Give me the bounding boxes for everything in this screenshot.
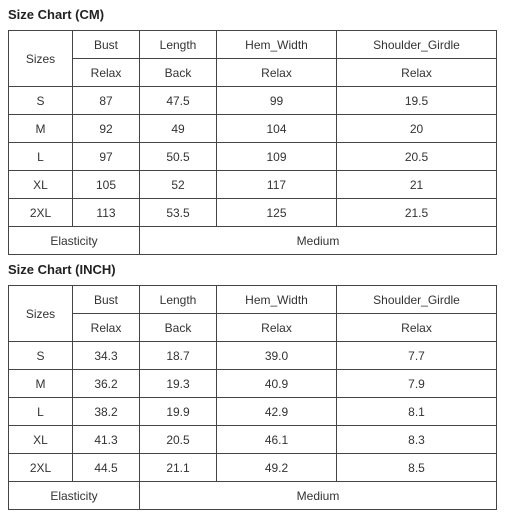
- bust-cell: 36.2: [73, 370, 140, 398]
- size-cell: S: [9, 87, 73, 115]
- table-subheader-row: [9, 314, 497, 342]
- elasticity-label: Elasticity: [9, 227, 140, 255]
- shoulder-girdle-cell: 20.5: [337, 143, 497, 171]
- column-header-length: Length: [140, 286, 217, 314]
- table-row: [9, 87, 497, 115]
- column-subheader-hem-width: Relax: [217, 59, 337, 87]
- hem-width-cell: 99: [217, 87, 337, 115]
- column-header-bust: Bust: [73, 286, 140, 314]
- column-subheader-length: Back: [140, 59, 217, 87]
- hem-width-cell: 49.2: [217, 454, 337, 482]
- size-chart-inch: [8, 261, 496, 510]
- hem-width-cell: 42.9: [217, 398, 337, 426]
- length-cell: 47.5: [140, 87, 217, 115]
- size-cell: M: [9, 370, 73, 398]
- hem-width-cell: 117: [217, 171, 337, 199]
- shoulder-girdle-cell: 8.3: [337, 426, 497, 454]
- length-cell: 49: [140, 115, 217, 143]
- size-table-inch: [8, 285, 497, 510]
- bust-cell: 44.5: [73, 454, 140, 482]
- size-cell: M: [9, 115, 73, 143]
- column-subheader-bust: Relax: [73, 59, 140, 87]
- hem-width-cell: 109: [217, 143, 337, 171]
- column-subheader-shoulder-girdle: Relax: [337, 59, 497, 87]
- length-cell: 52: [140, 171, 217, 199]
- length-cell: 19.3: [140, 370, 217, 398]
- shoulder-girdle-cell: 8.1: [337, 398, 497, 426]
- column-subheader-shoulder-girdle: Relax: [337, 314, 497, 342]
- length-cell: 53.5: [140, 199, 217, 227]
- shoulder-girdle-cell: 7.7: [337, 342, 497, 370]
- column-header-length: Length: [140, 31, 217, 59]
- elasticity-value: Medium: [140, 482, 497, 510]
- bust-cell: 113: [73, 199, 140, 227]
- shoulder-girdle-cell: 20: [337, 115, 497, 143]
- length-cell: 18.7: [140, 342, 217, 370]
- table-row: [9, 426, 497, 454]
- elasticity-label: Elasticity: [9, 482, 140, 510]
- elasticity-value: Medium: [140, 227, 497, 255]
- elasticity-row: [9, 482, 497, 510]
- column-header-bust: Bust: [73, 31, 140, 59]
- elasticity-row: [9, 227, 497, 255]
- column-subheader-hem-width: Relax: [217, 314, 337, 342]
- table-row: [9, 398, 497, 426]
- size-cell: XL: [9, 426, 73, 454]
- hem-width-cell: 40.9: [217, 370, 337, 398]
- bust-cell: 87: [73, 87, 140, 115]
- size-chart-cm-title: Size Chart (CM): [8, 7, 105, 22]
- size-chart-cm: [8, 6, 496, 255]
- bust-cell: 38.2: [73, 398, 140, 426]
- hem-width-cell: 125: [217, 199, 337, 227]
- table-header-row: [9, 286, 497, 314]
- size-cell: XL: [9, 171, 73, 199]
- length-cell: 21.1: [140, 454, 217, 482]
- hem-width-cell: 46.1: [217, 426, 337, 454]
- table-header-row: [9, 31, 497, 59]
- shoulder-girdle-cell: 21: [337, 171, 497, 199]
- table-row: [9, 342, 497, 370]
- column-header-shoulder-girdle: Shoulder_Girdle: [337, 286, 497, 314]
- table-subheader-row: [9, 59, 497, 87]
- bust-cell: 34.3: [73, 342, 140, 370]
- size-cell: L: [9, 143, 73, 171]
- length-cell: 50.5: [140, 143, 217, 171]
- size-cell: S: [9, 342, 73, 370]
- table-row: [9, 143, 497, 171]
- table-row: [9, 454, 497, 482]
- sizes-header: Sizes: [9, 286, 73, 342]
- bust-cell: 41.3: [73, 426, 140, 454]
- shoulder-girdle-cell: 19.5: [337, 87, 497, 115]
- shoulder-girdle-cell: 7.9: [337, 370, 497, 398]
- bust-cell: 97: [73, 143, 140, 171]
- length-cell: 20.5: [140, 426, 217, 454]
- size-cell: 2XL: [9, 454, 73, 482]
- column-header-shoulder-girdle: Shoulder_Girdle: [337, 31, 497, 59]
- table-row: [9, 199, 497, 227]
- bust-cell: 105: [73, 171, 140, 199]
- shoulder-girdle-cell: 21.5: [337, 199, 497, 227]
- size-cell: 2XL: [9, 199, 73, 227]
- table-row: [9, 370, 497, 398]
- sizes-header: Sizes: [9, 31, 73, 87]
- column-header-hem-width: Hem_Width: [217, 31, 337, 59]
- column-subheader-bust: Relax: [73, 314, 140, 342]
- column-subheader-length: Back: [140, 314, 217, 342]
- size-table-cm: [8, 30, 497, 255]
- table-row: [9, 171, 497, 199]
- hem-width-cell: 39.0: [217, 342, 337, 370]
- shoulder-girdle-cell: 8.5: [337, 454, 497, 482]
- size-chart-inch-title: Size Chart (INCH): [8, 262, 116, 277]
- bust-cell: 92: [73, 115, 140, 143]
- table-row: [9, 115, 497, 143]
- size-cell: L: [9, 398, 73, 426]
- column-header-hem-width: Hem_Width: [217, 286, 337, 314]
- length-cell: 19.9: [140, 398, 217, 426]
- hem-width-cell: 104: [217, 115, 337, 143]
